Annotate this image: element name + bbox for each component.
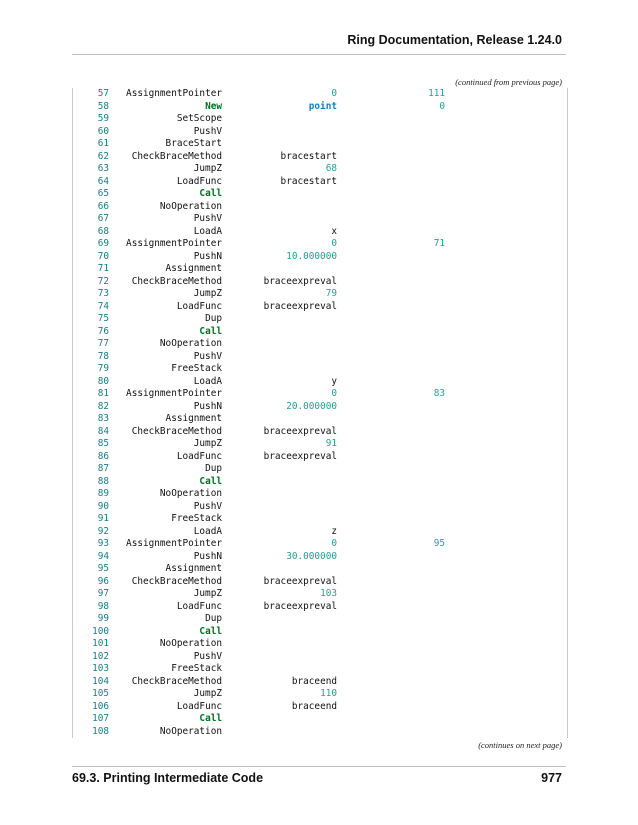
code-line xyxy=(73,626,567,639)
line-number: 63 xyxy=(97,163,109,174)
opcode: LoadA xyxy=(193,225,222,237)
line-number: 72 xyxy=(97,275,109,287)
code-line xyxy=(73,276,567,289)
opcode: AssignmentPointer xyxy=(126,238,222,249)
operand-1: 0 xyxy=(331,538,337,549)
line-number: 89 xyxy=(97,488,109,499)
operand-1: braceexpreval xyxy=(263,575,337,587)
code-line xyxy=(73,263,567,276)
opcode: LoadA xyxy=(193,375,222,387)
opcode: CheckBraceMethod xyxy=(131,425,222,437)
opcode: FreeStack xyxy=(171,663,222,674)
opcode: JumpZ xyxy=(193,588,222,599)
operand-1: braceexpreval xyxy=(263,300,337,312)
line-number: 103 xyxy=(92,663,109,674)
code-block xyxy=(72,88,568,738)
line-number: 85 xyxy=(97,438,109,449)
code-line xyxy=(73,701,567,714)
code-line xyxy=(73,651,567,664)
code-line xyxy=(73,476,567,489)
code-line xyxy=(73,688,567,701)
line-number: 101 xyxy=(92,638,109,649)
opcode: Call xyxy=(199,475,222,487)
opcode: AssignmentPointer xyxy=(126,388,222,399)
opcode: PushN xyxy=(193,550,222,562)
line-number: 67 xyxy=(97,213,109,224)
code-line xyxy=(73,426,567,439)
opcode: CheckBraceMethod xyxy=(131,275,222,287)
opcode: JumpZ xyxy=(193,438,222,449)
line-number: 78 xyxy=(97,350,109,362)
line-number: 66 xyxy=(97,200,109,212)
line-number: 94 xyxy=(97,550,109,562)
opcode: CheckBraceMethod xyxy=(131,675,222,687)
line-number: 64 xyxy=(97,175,109,187)
code-line xyxy=(73,413,567,426)
code-line xyxy=(73,163,567,176)
code-line xyxy=(73,226,567,239)
line-number: 81 xyxy=(97,388,109,399)
opcode: SetScope xyxy=(176,113,222,124)
operand-1: x xyxy=(331,225,337,237)
opcode: Assignment xyxy=(165,413,222,424)
code-line xyxy=(73,151,567,164)
operand-1: 68 xyxy=(325,163,337,174)
code-line xyxy=(73,101,567,114)
opcode: LoadFunc xyxy=(176,175,222,187)
opcode: LoadFunc xyxy=(176,700,222,712)
line-number: 105 xyxy=(92,688,109,699)
code-line xyxy=(73,363,567,376)
line-number: 99 xyxy=(97,613,109,624)
opcode: NoOperation xyxy=(159,725,222,737)
operand-1: 10.000000 xyxy=(286,250,337,262)
opcode: AssignmentPointer xyxy=(126,538,222,549)
opcode: FreeStack xyxy=(171,513,222,524)
line-number: 83 xyxy=(97,413,109,424)
line-number: 97 xyxy=(97,588,109,599)
opcode: PushV xyxy=(193,125,222,137)
code-line xyxy=(73,313,567,326)
code-line xyxy=(73,301,567,314)
code-line xyxy=(73,138,567,151)
code-line xyxy=(73,88,567,101)
opcode: NoOperation xyxy=(159,200,222,212)
code-line xyxy=(73,538,567,551)
operand-1: braceexpreval xyxy=(263,450,337,462)
opcode: LoadFunc xyxy=(176,450,222,462)
code-line xyxy=(73,251,567,264)
line-number: 84 xyxy=(97,425,109,437)
opcode: Call xyxy=(199,188,222,199)
line-number: 61 xyxy=(97,138,109,149)
opcode: NoOperation xyxy=(159,338,222,349)
line-number: 68 xyxy=(97,225,109,237)
operand-1: 0 xyxy=(331,88,337,99)
line-number: 100 xyxy=(92,625,109,637)
code-line xyxy=(73,488,567,501)
line-number: 69 xyxy=(97,238,109,249)
code-line xyxy=(73,676,567,689)
code-line xyxy=(73,563,567,576)
code-line xyxy=(73,551,567,564)
opcode: AssignmentPointer xyxy=(126,88,222,99)
operand-1: 103 xyxy=(320,588,337,599)
opcode: NoOperation xyxy=(159,638,222,649)
opcode: PushV xyxy=(193,650,222,662)
code-line xyxy=(73,576,567,589)
header-divider xyxy=(72,54,566,55)
line-number: 80 xyxy=(97,375,109,387)
line-number: 73 xyxy=(97,288,109,299)
opcode: Dup xyxy=(205,613,222,624)
code-line xyxy=(73,713,567,726)
code-line xyxy=(73,338,567,351)
code-line xyxy=(73,288,567,301)
operand-2: 83 xyxy=(433,388,445,399)
line-number: 92 xyxy=(97,525,109,537)
code-line xyxy=(73,638,567,651)
line-number: 87 xyxy=(97,463,109,474)
opcode: Dup xyxy=(205,463,222,474)
line-number: 107 xyxy=(92,713,109,724)
opcode: FreeStack xyxy=(171,363,222,374)
line-number: 57 xyxy=(97,88,109,99)
operand-1: braceexpreval xyxy=(263,425,337,437)
operand-1: bracestart xyxy=(280,150,337,162)
opcode: LoadFunc xyxy=(176,300,222,312)
line-number: 88 xyxy=(97,475,109,487)
line-number: 59 xyxy=(97,113,109,124)
line-number: 65 xyxy=(97,188,109,199)
code-line xyxy=(73,351,567,364)
opcode: Assignment xyxy=(165,563,222,574)
line-number: 70 xyxy=(97,250,109,262)
operand-1: 20.000000 xyxy=(286,400,337,412)
opcode: JumpZ xyxy=(193,688,222,699)
code-line xyxy=(73,513,567,526)
code-line xyxy=(73,601,567,614)
opcode: LoadA xyxy=(193,525,222,537)
continued-caption: (continued from previous page) xyxy=(455,77,562,87)
code-line xyxy=(73,201,567,214)
operand-2: 95 xyxy=(433,538,445,549)
code-line xyxy=(73,726,567,739)
opcode: Assignment xyxy=(165,263,222,274)
code-line xyxy=(73,188,567,201)
code-line xyxy=(73,326,567,339)
operand-1: 79 xyxy=(325,288,337,299)
opcode: CheckBraceMethod xyxy=(131,575,222,587)
operand-1: 91 xyxy=(325,438,337,449)
operand-2: 0 xyxy=(439,100,445,112)
operand-1: 0 xyxy=(331,238,337,249)
line-number: 58 xyxy=(97,100,109,112)
operand-2: 111 xyxy=(428,88,445,99)
opcode: PushN xyxy=(193,250,222,262)
code-line xyxy=(73,526,567,539)
code-line xyxy=(73,126,567,139)
code-line xyxy=(73,501,567,514)
line-number: 77 xyxy=(97,338,109,349)
opcode: BraceStart xyxy=(165,138,222,149)
opcode: JumpZ xyxy=(193,288,222,299)
operand-1: y xyxy=(331,375,337,387)
code-line xyxy=(73,388,567,401)
line-number: 71 xyxy=(97,263,109,274)
code-line xyxy=(73,113,567,126)
line-number: 86 xyxy=(97,450,109,462)
opcode: PushV xyxy=(193,350,222,362)
opcode: CheckBraceMethod xyxy=(131,150,222,162)
line-number: 91 xyxy=(97,513,109,524)
line-number: 82 xyxy=(97,400,109,412)
operand-1: braceexpreval xyxy=(263,600,337,612)
opcode: PushN xyxy=(193,400,222,412)
opcode: New xyxy=(205,100,222,112)
opcode: Call xyxy=(199,713,222,724)
operand-1: 110 xyxy=(320,688,337,699)
line-number: 62 xyxy=(97,150,109,162)
code-line xyxy=(73,176,567,189)
operand-1: braceend xyxy=(291,700,337,712)
opcode: PushV xyxy=(193,500,222,512)
line-number: 104 xyxy=(92,675,109,687)
operand-1: 0 xyxy=(331,388,337,399)
line-number: 74 xyxy=(97,300,109,312)
code-line xyxy=(73,438,567,451)
operand-1: bracestart xyxy=(280,175,337,187)
footer-section-title: 69.3. Printing Intermediate Code xyxy=(72,771,264,785)
line-number: 60 xyxy=(97,125,109,137)
operand-1: point xyxy=(308,100,337,112)
line-number: 93 xyxy=(97,538,109,549)
line-number: 95 xyxy=(97,563,109,574)
opcode: LoadFunc xyxy=(176,600,222,612)
operand-1: braceexpreval xyxy=(263,275,337,287)
code-line xyxy=(73,663,567,676)
code-line xyxy=(73,588,567,601)
code-line xyxy=(73,376,567,389)
line-number: 76 xyxy=(97,325,109,337)
line-number: 75 xyxy=(97,313,109,324)
operand-1: braceend xyxy=(291,675,337,687)
opcode: JumpZ xyxy=(193,163,222,174)
code-line xyxy=(73,238,567,251)
opcode: Call xyxy=(199,625,222,637)
opcode: Dup xyxy=(205,313,222,324)
page-number: 977 xyxy=(541,771,562,785)
operand-1: z xyxy=(331,525,337,537)
line-number: 102 xyxy=(92,650,109,662)
code-line xyxy=(73,213,567,226)
code-line xyxy=(73,463,567,476)
opcode: Call xyxy=(199,325,222,337)
footer-divider xyxy=(72,766,566,767)
operand-1: 30.000000 xyxy=(286,550,337,562)
line-number: 106 xyxy=(92,700,109,712)
code-line xyxy=(73,451,567,464)
code-line xyxy=(73,613,567,626)
continues-caption: (continues on next page) xyxy=(478,740,562,750)
code-line xyxy=(73,401,567,414)
line-number: 108 xyxy=(92,725,109,737)
line-number: 98 xyxy=(97,600,109,612)
page-header-title: Ring Documentation, Release 1.24.0 xyxy=(347,33,562,47)
opcode: NoOperation xyxy=(159,488,222,499)
line-number: 79 xyxy=(97,363,109,374)
line-number: 90 xyxy=(97,500,109,512)
opcode: PushV xyxy=(193,213,222,224)
line-number: 96 xyxy=(97,575,109,587)
operand-2: 71 xyxy=(433,238,445,249)
